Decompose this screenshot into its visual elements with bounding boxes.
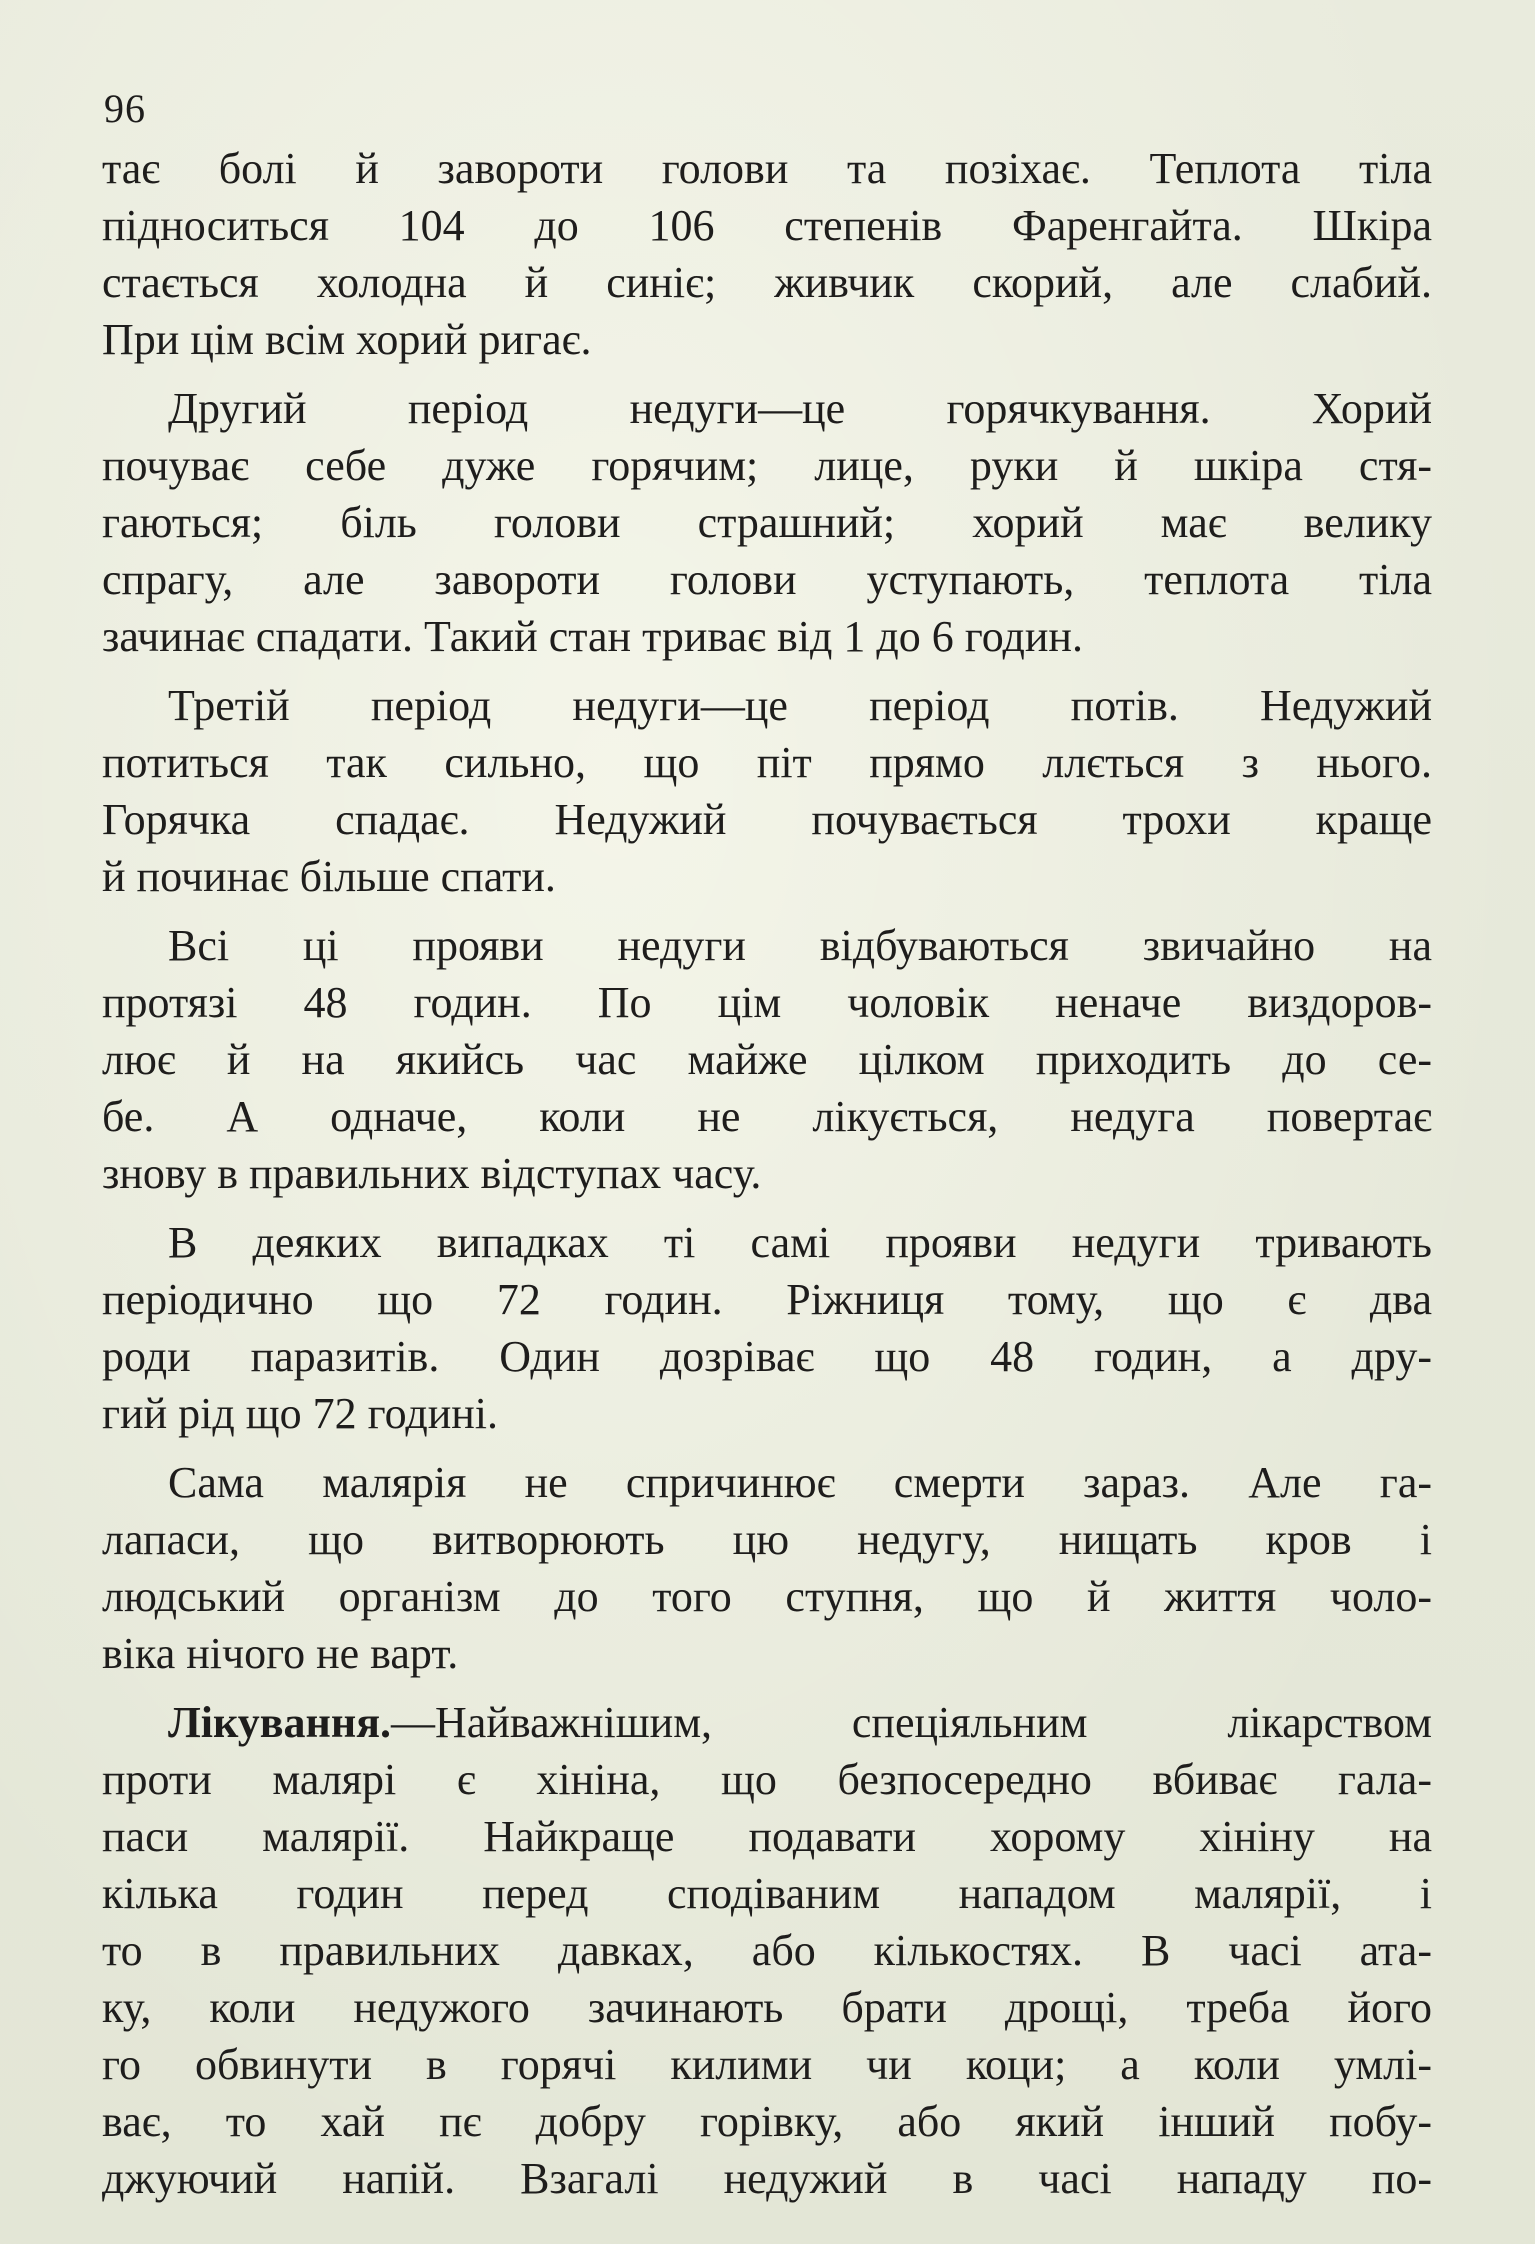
text-line: людський організм до того ступня, що й життя чоло- xyxy=(102,1572,1432,1621)
text-line: тає болі й завороти голови та позіхає. Теплота тіла xyxy=(102,144,1432,193)
body-text xyxy=(102,140,1432,2219)
text-line: роди паразитів. Один дозріває що 48 годин, а дру- xyxy=(102,1332,1432,1381)
text-line: періодично що 72 годин. Ріжниця тому, що є два xyxy=(102,1275,1432,1324)
text-line: го обвинути в горячі килими чи коци; а коли умлі- xyxy=(102,2040,1432,2089)
paragraph xyxy=(102,1214,1432,1442)
section-heading: Лікування. xyxy=(168,1698,392,1747)
paragraph xyxy=(102,140,1432,368)
text-line: зачинає спадати. Такий стан триває від 1 до 6 годин. xyxy=(102,612,1083,661)
text-line: знову в правильних відступах часу. xyxy=(102,1149,762,1198)
text-run: —Найважнішим, спеціяльним лікарством xyxy=(391,1698,1432,1747)
paragraph xyxy=(102,380,1432,665)
text-line: ває, то хай пє добру горівку, або який інший побу- xyxy=(102,2097,1432,2146)
text-line: почуває себе дуже горячим; лице, руки й шкіра стя- xyxy=(102,441,1432,490)
text-line: віка нічого не варт. xyxy=(102,1629,459,1678)
text-line: паси малярії. Найкраще подавати хорому хініну на xyxy=(102,1812,1432,1861)
text-line: При цім всім хорий ригає. xyxy=(102,315,592,364)
text-line: то в правильних давках, або кількостях. В часі ата- xyxy=(102,1926,1432,1975)
text-line: підноситься 104 до 106 степенів Фаренгайта. Шкіра xyxy=(102,201,1432,250)
page-number: 96 xyxy=(104,86,146,131)
text-line: стається холодна й синіє; живчик скорий, але слабий. xyxy=(102,258,1432,307)
paragraph xyxy=(102,917,1432,1202)
text-line: й починає більше спати. xyxy=(102,852,556,901)
text-line: потиться так сильно, що піт прямо ллється з нього. xyxy=(102,738,1432,787)
text-line: бе. А одначе, коли не лікується, недуга повертає xyxy=(102,1092,1432,1141)
paragraph xyxy=(102,1454,1432,1682)
text-line: джуючий напій. Взагалі недужий в часі нападу по- xyxy=(102,2154,1432,2203)
paragraph xyxy=(102,1694,1432,2207)
text-line: Горячка спадає. Недужий почувається трохи краще xyxy=(102,795,1432,844)
text-line: проти малярі є хініна, що безпосередно вбиває гала- xyxy=(102,1755,1432,1804)
text-line: Сама малярія не спричинює смерти зараз. Але га- xyxy=(168,1458,1432,1507)
text-line xyxy=(102,1694,1432,1751)
text-line: Другий період недуги—це горячкування. Хорий xyxy=(168,384,1432,433)
text-line: ку, коли недужого зачинають брати дрощі, треба його xyxy=(102,1983,1432,2032)
text-line: спрагу, але завороти голови уступають, теплота тіла xyxy=(102,555,1432,604)
paragraph xyxy=(102,677,1432,905)
text-line: лює й на якийсь час майже цілком приходить до се- xyxy=(102,1035,1432,1084)
text-line: гий рід що 72 годині. xyxy=(102,1389,499,1438)
text-line: кілька годин перед сподіваним нападом малярії, і xyxy=(102,1869,1432,1918)
text-line: Всі ці прояви недуги відбуваються звичайно на xyxy=(168,921,1432,970)
text-line: В деяких випадках ті самі прояви недуги тривають xyxy=(168,1218,1432,1267)
text-line: протязі 48 годин. По цім чоловік неначе виздоров- xyxy=(102,978,1432,1027)
text-line: гаються; біль голови страшний; хорий має велику xyxy=(102,498,1432,547)
text-line: лапаси, що витворюють цю недугу, нищать кров і xyxy=(102,1515,1432,1564)
text-line: Третій період недуги—це період потів. Недужий xyxy=(168,681,1432,730)
